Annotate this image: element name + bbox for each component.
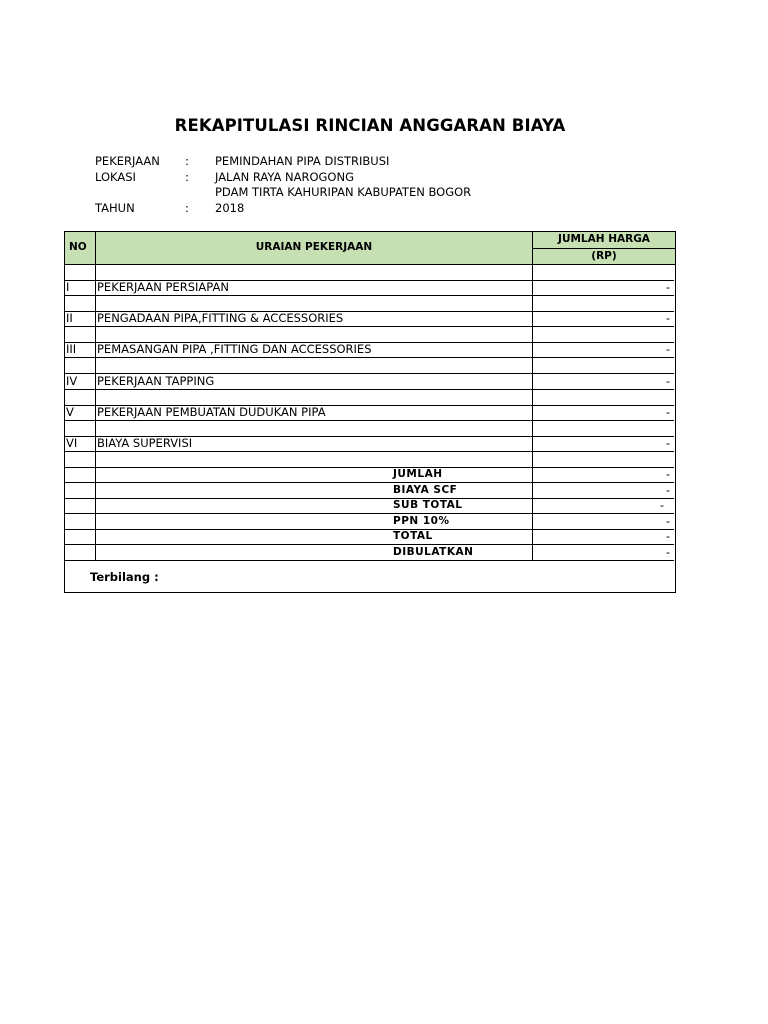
cell-uraian bbox=[96, 514, 533, 529]
cell-value: - bbox=[665, 467, 670, 481]
summary-label: TOTAL bbox=[393, 530, 433, 542]
cell-uraian bbox=[96, 421, 533, 436]
cell-value: - bbox=[665, 483, 670, 497]
cell-no bbox=[65, 498, 96, 513]
cell-value: - bbox=[665, 374, 670, 388]
cell-uraian: PEKERJAAN PERSIAPAN bbox=[96, 280, 533, 295]
cell-value bbox=[533, 390, 674, 405]
cell-uraian: PEKERJAAN TAPPING bbox=[96, 374, 533, 389]
table-row-empty bbox=[65, 421, 674, 437]
info-colon: : bbox=[185, 201, 189, 215]
table-row-empty bbox=[65, 390, 674, 406]
cell-no bbox=[65, 327, 96, 342]
cell-uraian bbox=[96, 483, 533, 498]
cell-value: - bbox=[659, 498, 664, 512]
cell-no bbox=[65, 390, 96, 405]
header-no: NO bbox=[65, 232, 96, 265]
cell-no: IV bbox=[65, 374, 96, 389]
document-title: REKAPITULASI RINCIAN ANGGARAN BIAYA bbox=[174, 116, 566, 135]
table-row bbox=[65, 311, 674, 327]
info-row-lokasi-2 bbox=[95, 185, 515, 201]
cell-value: - bbox=[665, 529, 670, 543]
cell-value: - bbox=[665, 514, 670, 528]
summary-row-biaya-scf bbox=[65, 483, 674, 499]
info-label: LOKASI bbox=[95, 170, 136, 184]
cell-uraian: BIAYA SUPERVISI bbox=[96, 436, 533, 451]
summary-row-jumlah bbox=[65, 467, 674, 483]
summary-label: BIAYA SCF bbox=[393, 484, 458, 496]
info-value: PEMINDAHAN PIPA DISTRIBUSI bbox=[215, 154, 390, 168]
info-label: TAHUN bbox=[95, 201, 135, 215]
table-row-empty bbox=[65, 452, 674, 468]
table-row-empty bbox=[65, 265, 674, 281]
cell-uraian bbox=[96, 265, 533, 280]
summary-row-dibulatkan bbox=[65, 545, 674, 561]
table-row bbox=[65, 405, 674, 421]
cell-value bbox=[533, 327, 674, 342]
cell-uraian bbox=[96, 467, 533, 482]
summary-row-ppn bbox=[65, 514, 674, 530]
cell-uraian bbox=[96, 390, 533, 405]
cell-uraian bbox=[96, 327, 533, 342]
cell-uraian: PENGADAAN PIPA,FITTING & ACCESSORIES bbox=[96, 311, 533, 326]
cell-uraian bbox=[96, 529, 533, 544]
info-colon: : bbox=[185, 154, 189, 168]
header-uraian: URAIAN PEKERJAAN bbox=[96, 232, 533, 265]
cell-no: V bbox=[65, 405, 96, 420]
cell-value: - bbox=[665, 342, 670, 356]
table-row-empty bbox=[65, 358, 674, 374]
cell-value bbox=[533, 265, 674, 280]
cell-no: VI bbox=[65, 436, 96, 451]
info-colon: : bbox=[185, 170, 189, 184]
cell-no: III bbox=[65, 342, 96, 357]
cell-uraian bbox=[96, 452, 533, 467]
cell-value: - bbox=[665, 436, 670, 450]
cell-no bbox=[65, 452, 96, 467]
cell-uraian bbox=[96, 358, 533, 373]
info-label: PEKERJAAN bbox=[95, 154, 160, 168]
info-value: PDAM TIRTA KAHURIPAN KABUPATEN BOGOR bbox=[215, 185, 472, 199]
summary-label: JUMLAH bbox=[393, 468, 443, 480]
cell-value: - bbox=[665, 405, 670, 419]
cell-value: - bbox=[665, 545, 670, 559]
terbilang-label: Terbilang : bbox=[90, 570, 159, 584]
table-row bbox=[65, 374, 674, 390]
table-row bbox=[65, 280, 674, 296]
header-jumlah-harga: JUMLAH HARGA bbox=[533, 232, 675, 249]
cell-no bbox=[65, 467, 96, 482]
summary-label: SUB TOTAL bbox=[393, 499, 463, 511]
cell-uraian bbox=[96, 296, 533, 311]
table-row-empty bbox=[65, 296, 674, 312]
cell-value bbox=[533, 421, 674, 436]
summary-row-sub-total bbox=[65, 498, 674, 514]
cell-value bbox=[533, 452, 674, 467]
cell-value: - bbox=[665, 311, 670, 325]
cell-no: II bbox=[65, 311, 96, 326]
info-value: JALAN RAYA NAROGONG bbox=[215, 170, 354, 184]
info-row-tahun bbox=[95, 201, 515, 217]
cell-value: - bbox=[665, 280, 670, 294]
summary-row-total bbox=[65, 529, 674, 545]
info-value: 2018 bbox=[215, 201, 245, 215]
cell-no bbox=[65, 545, 96, 560]
summary-label: DIBULATKAN bbox=[393, 546, 474, 558]
cell-no: I bbox=[65, 280, 96, 295]
cell-no bbox=[65, 358, 96, 373]
cell-no bbox=[65, 296, 96, 311]
table-row-empty bbox=[65, 327, 674, 343]
info-row-lokasi bbox=[95, 170, 515, 186]
cell-no bbox=[65, 529, 96, 544]
cell-uraian bbox=[96, 498, 533, 513]
table-row bbox=[65, 436, 674, 452]
cell-no bbox=[65, 514, 96, 529]
cell-value bbox=[533, 358, 674, 373]
summary-label: PPN 10% bbox=[393, 515, 450, 527]
cell-uraian bbox=[96, 545, 533, 560]
cell-value bbox=[533, 296, 674, 311]
info-row-pekerjaan bbox=[95, 154, 515, 170]
cell-no bbox=[65, 483, 96, 498]
table-row bbox=[65, 342, 674, 358]
cell-uraian: PEMASANGAN PIPA ,FITTING DAN ACCESSORIES bbox=[96, 342, 533, 357]
header-unit: (RP) bbox=[533, 249, 675, 265]
rab-table bbox=[64, 231, 676, 593]
cell-uraian: PEKERJAAN PEMBUATAN DUDUKAN PIPA bbox=[96, 405, 533, 420]
cell-no bbox=[65, 265, 96, 280]
cell-no bbox=[65, 421, 96, 436]
